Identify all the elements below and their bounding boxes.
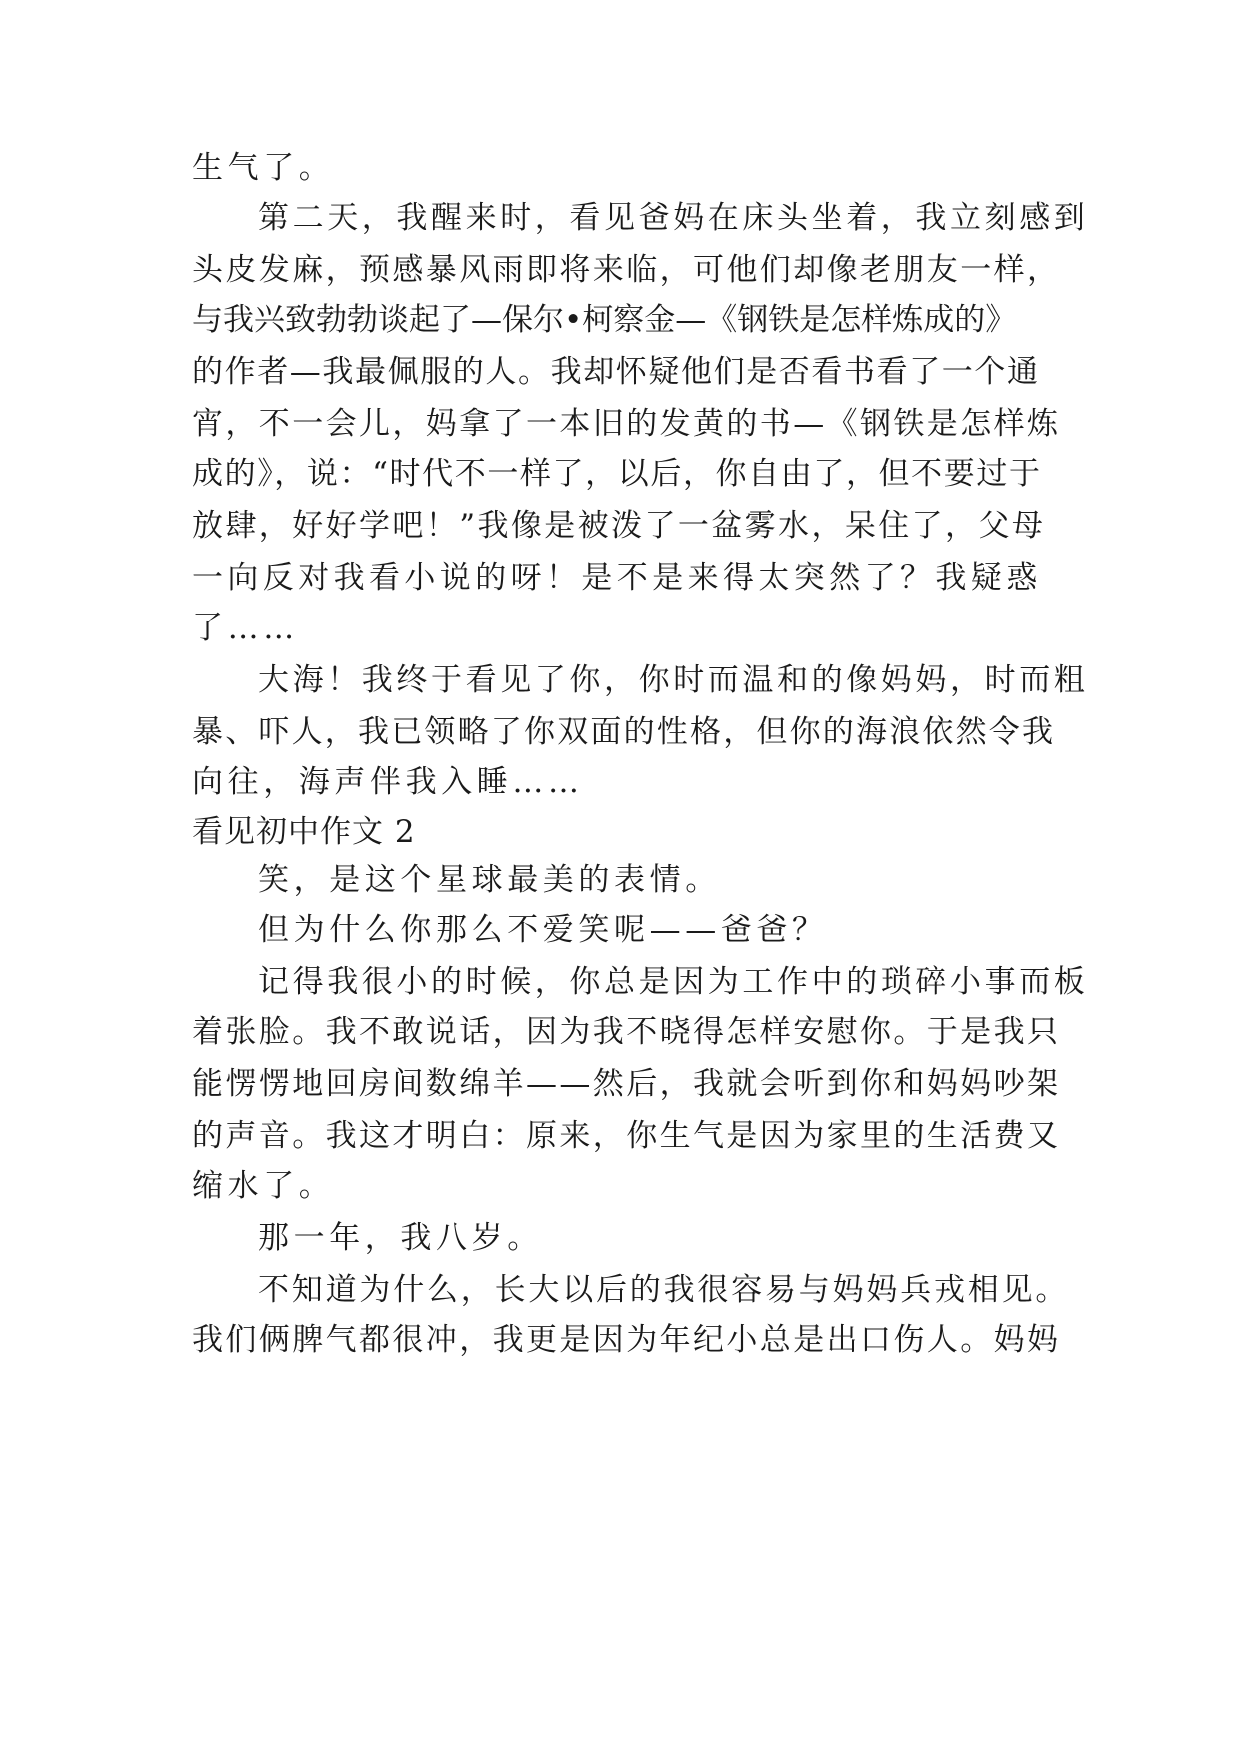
text-line: 向往，海声伴我入睡…… xyxy=(192,764,584,800)
text-line: 一向反对我看小说的呀！是不是来得太突然了？我疑惑 xyxy=(192,560,1042,596)
paragraph-start: 笑，是这个星球最美的表情。 xyxy=(258,862,721,898)
text-line: 头皮发麻，预感暴风雨即将来临，可他们却像老朋友一样， xyxy=(192,252,1061,288)
text-line: 成的》，说：“时代不一样了，以后，你自由了，但不要过于 xyxy=(192,456,1042,492)
paragraph-start: 第二天，我醒来时，看见爸妈在床头坐着，我立刻感到 xyxy=(258,200,1089,236)
text-line: 与我兴致勃勃谈起了—保尔•柯察金—《钢铁是怎样炼成的》 xyxy=(192,302,1017,338)
text-line: 我们俩脾气都很冲，我更是因为年纪小总是出口伤人。妈妈 xyxy=(192,1322,1061,1358)
text-line: 放肆，好好学吧！”我像是被泼了一盆雾水，呆住了，父母 xyxy=(192,508,1046,544)
text-line: 缩水了。 xyxy=(192,1168,335,1204)
paragraph-start: 大海！我终于看见了你，你时而温和的像妈妈，时而粗 xyxy=(258,662,1089,698)
text-line: 着张脸。我不敢说话，因为我不晓得怎样安慰你。于是我只 xyxy=(192,1014,1061,1050)
text-line: 暴、吓人，我已领略了你双面的性格，但你的海浪依然令我 xyxy=(192,714,1056,750)
paragraph-start: 不知道为什么，长大以后的我很容易与妈妈兵戎相见。 xyxy=(258,1272,1070,1308)
text-line: 生气了。 xyxy=(192,150,335,186)
text-line: 的作者—我最佩服的人。我却怀疑他们是否看书看了一个通 xyxy=(192,354,1040,390)
paragraph-start: 那一年，我八岁。 xyxy=(258,1220,543,1256)
text-line: 的声音。我这才明白：原来，你生气是因为家里的生活费又 xyxy=(192,1118,1061,1154)
section-heading: 看见初中作文 2 xyxy=(192,814,416,850)
text-line: 宵，不一会儿，妈拿了一本旧的发黄的书—《钢铁是怎样炼 xyxy=(192,406,1061,442)
text-line: 能愣愣地回房间数绵羊——然后，我就会听到你和妈妈吵架 xyxy=(192,1066,1061,1102)
text-line: 了…… xyxy=(192,610,299,646)
paragraph-start: 但为什么你那么不爱笑呢——爸爸？ xyxy=(258,912,828,948)
paragraph-start: 记得我很小的时候，你总是因为工作中的琐碎小事而板 xyxy=(258,964,1089,1000)
